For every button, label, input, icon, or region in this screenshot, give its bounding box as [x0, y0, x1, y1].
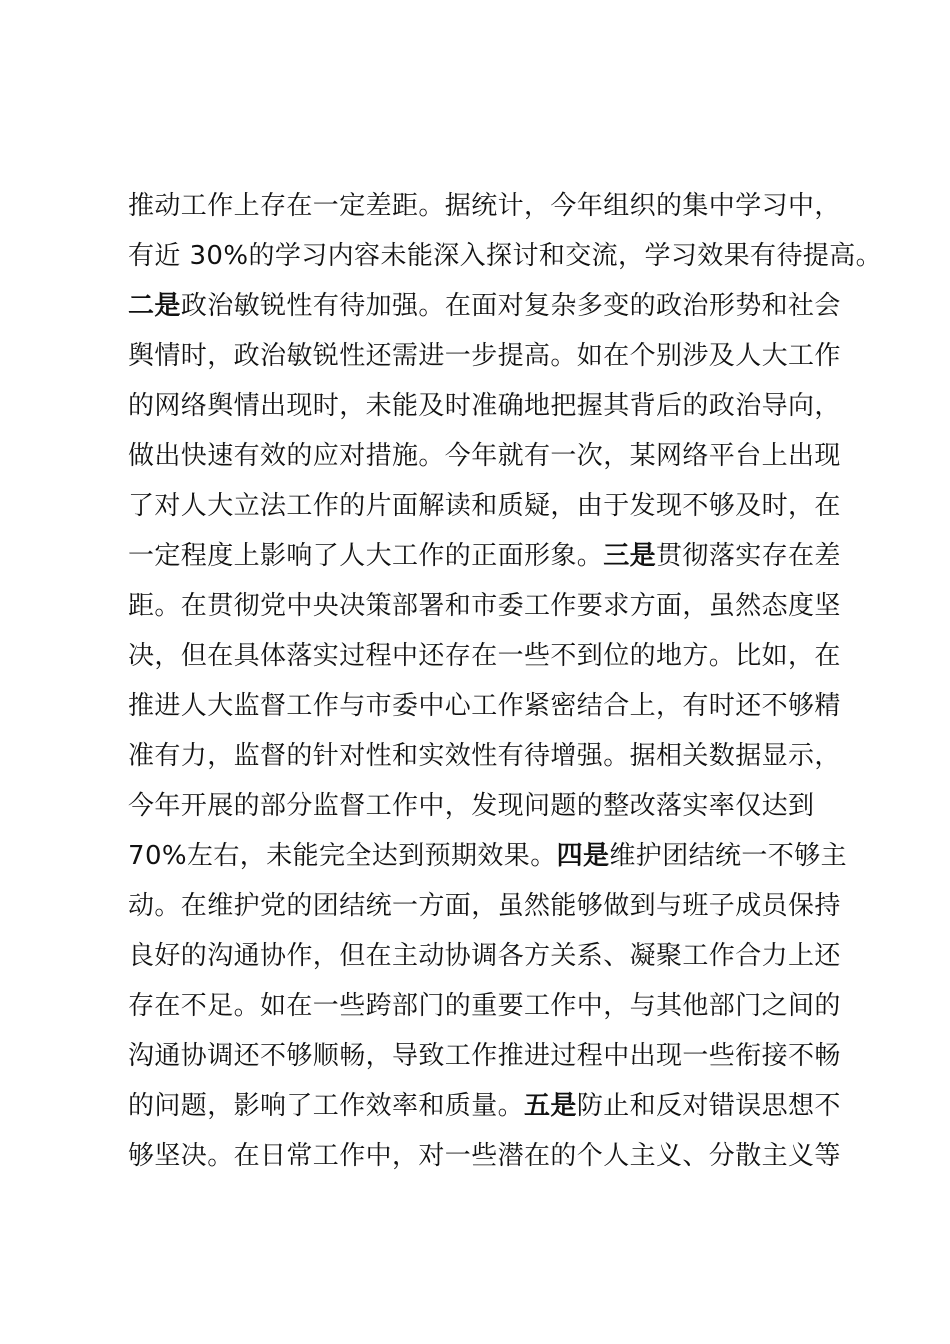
text-run: 一定程度上影响了人大工作的正面形象。	[128, 541, 604, 571]
text-run: 沟通协调还不够顺畅，导致工作推进过程中出现一些衔接不畅	[128, 1041, 841, 1071]
text-line	[128, 231, 883, 281]
text-run: 70%左右，未能完全达到预期效果。	[128, 841, 557, 871]
text-run: 防止和反对错误思想不	[576, 1091, 841, 1121]
text-line	[128, 181, 848, 231]
text-run: 舆情时，政治敏锐性还需进一步提高。如在个别涉及人大工作	[128, 341, 841, 371]
text-line	[128, 831, 848, 881]
text-run: 够坚决。在日常工作中，对一些潜在的个人主义、分散主义等	[128, 1141, 841, 1171]
text-line	[128, 1031, 848, 1081]
text-run: 动。在维护党的团结统一方面，虽然能够做到与班子成员保持	[128, 891, 841, 921]
point-marker-two: 二是	[128, 291, 181, 321]
text-run: 贯彻落实存在差	[656, 541, 841, 571]
point-marker-four: 四是	[556, 841, 610, 871]
text-line	[128, 431, 848, 481]
text-run: 的网络舆情出现时，未能及时准确地把握其背后的政治导向，	[128, 391, 841, 421]
text-run: 今年开展的部分监督工作中，发现问题的整改落实率仅达到	[128, 791, 815, 821]
body-text	[128, 181, 883, 1181]
text-line	[128, 381, 848, 431]
text-line	[128, 331, 848, 381]
text-run: 了对人大立法工作的片面解读和质疑，由于发现不够及时，在	[128, 491, 841, 521]
text-line	[128, 881, 848, 931]
text-run: 的问题，影响了工作效率和质量。	[128, 1091, 525, 1121]
point-marker-five: 五是	[524, 1091, 577, 1121]
text-line	[128, 931, 848, 981]
text-run: 推进人大监督工作与市委中心工作紧密结合上，有时还不够精	[128, 691, 841, 721]
text-run: 推动工作上存在一定差距。据统计，今年组织的集中学习中，	[128, 191, 841, 221]
text-run: 距。在贯彻党中央决策部署和市委工作要求方面，虽然态度坚	[128, 591, 841, 621]
text-line	[128, 1131, 848, 1181]
text-run: 良好的沟通协作，但在主动协调各方关系、凝聚工作合力上还	[128, 941, 841, 971]
text-run: 政治敏锐性有待加强。在面对复杂多变的政治形势和社会	[180, 291, 841, 321]
text-run: 做出快速有效的应对措施。今年就有一次，某网络平台上出现	[128, 441, 841, 471]
text-line	[128, 281, 848, 331]
text-line	[128, 681, 848, 731]
text-run: 有近 30%的学习内容未能深入探讨和交流，学习效果有待提高。	[128, 241, 883, 271]
text-run: 准有力，监督的针对性和实效性有待增强。据相关数据显示，	[128, 741, 841, 771]
text-line	[128, 1081, 848, 1131]
text-line	[128, 731, 848, 781]
text-line	[128, 631, 848, 681]
text-line	[128, 581, 848, 631]
text-run: 存在不足。如在一些跨部门的重要工作中，与其他部门之间的	[128, 991, 841, 1021]
text-line	[128, 481, 848, 531]
text-line	[128, 531, 848, 581]
point-marker-three: 三是	[603, 541, 657, 571]
text-line	[128, 981, 848, 1031]
text-run: 维护团结统一不够主	[609, 841, 848, 871]
text-line	[128, 781, 848, 831]
text-run: 决，但在具体落实过程中还存在一些不到位的地方。比如，在	[128, 641, 841, 671]
